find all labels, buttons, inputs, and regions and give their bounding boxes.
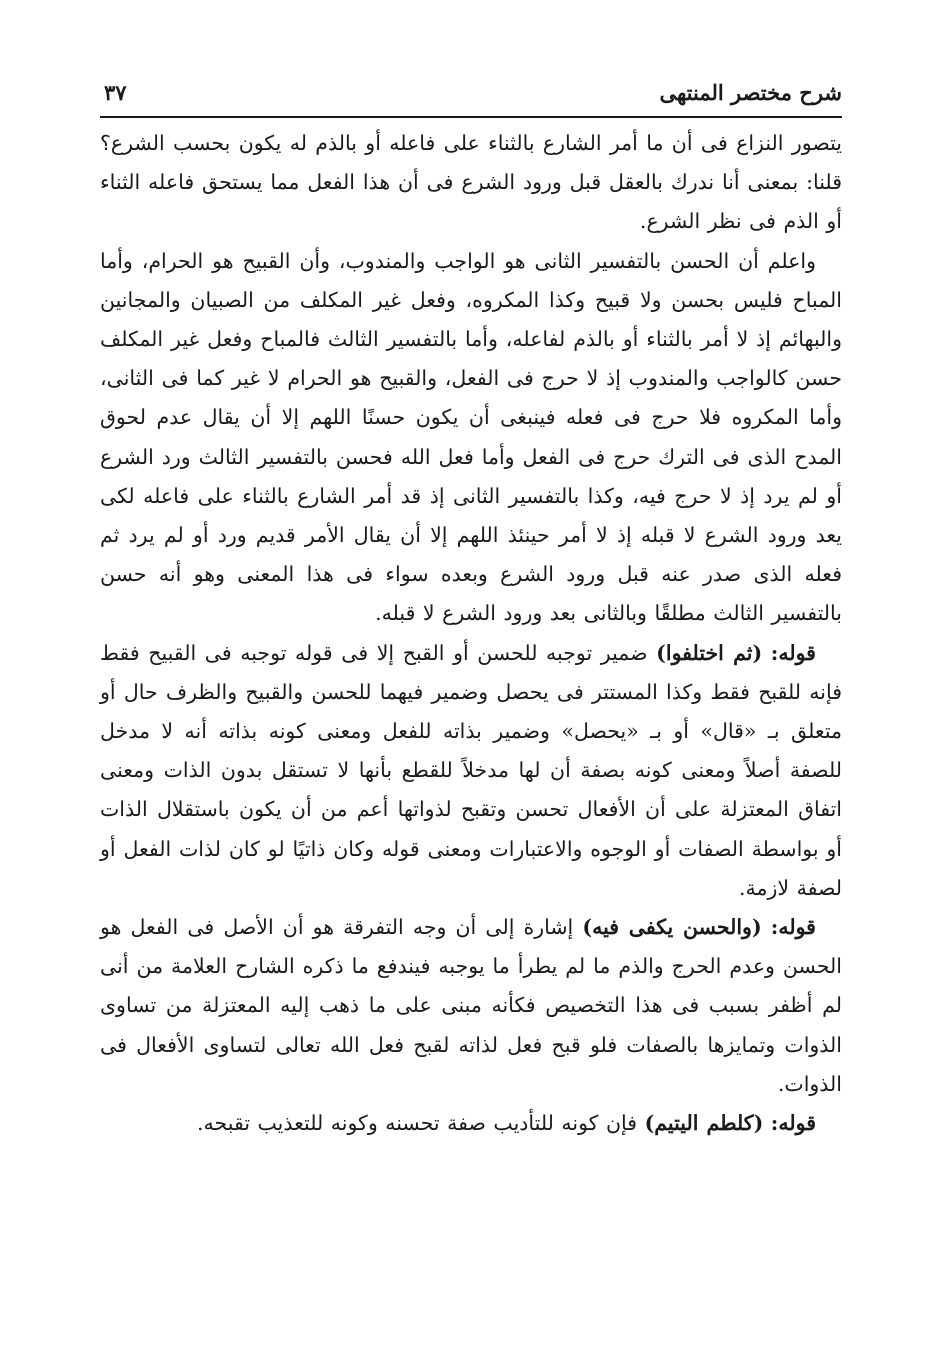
paragraph-3: [100, 634, 842, 908]
paragraph-text: ضمير توجبه للحسن أو القبح إلا فى قوله توجبه فى القبيح فقط فإنه للقبح فقط وكذا المستتر فى يحصل وضمير فيهما للحسن والقبيح والظرف حال أو متعلق بـ «قال» أو بـ «يحصل» وضمير بذاته للفعل ومعنى كونه بذاته أنه لا مدخل للصفة أصلاً ومعنى كونه بصفة أن لها مدخلاً للقطع بأنها لا تستقل بدون الذات ومعنى اتفاق المعتزلة على أن الأفعال تحسن وتقبح لذواتها أعم من أن يكون باستقلال الذات أو بواسطة الصفات أو الوجوه والاعتبارات ومعنى قوله وكان ذاتيًا لو كان لذات الفعل أو لصفة لازمة.: [100, 640, 842, 900]
quoted-phrase: (كلطم اليتيم): [644, 1111, 764, 1136]
document-page: [100, 72, 842, 1143]
page-body: [100, 124, 842, 1143]
page-header: [100, 72, 842, 116]
header-rule: [100, 116, 842, 118]
running-title: شرح مختصر المنتهى: [659, 80, 842, 105]
paragraph-lead: قوله:: [770, 915, 816, 940]
paragraph-text: يتصور النزاع فى أن ما أمر الشارع بالثناء على فاعله أو بالذم له يكون بحسب الشرع؟ قلنا: بمعنى أنا ندرك بالعقل قبل ورود الشرع فى أن هذا الفعل مما يستحق فاعله الثناء أو الذم فى نظر الشرع.: [100, 131, 842, 234]
paragraph-2: [100, 242, 842, 634]
paragraph-5: [100, 1104, 842, 1143]
paragraph-text: فإن كونه للتأديب صفة تحسنه وكونه للتعذيب تقبحه.: [197, 1111, 638, 1136]
quoted-phrase: (ثم اختلفوا): [656, 640, 763, 665]
paragraph-text: إشارة إلى أن وجه التفرقة هو أن الأصل فى الفعل هو الحسن وعدم الحرج والذم ما لم يطرأ ما يوجبه فيندفع ما ذكره الشارح العلامة من أنى لم أظفر بسبب فى هذا التخصيص فكأنه مبنى على ما ذهب إليه المعتزلة من تساوى الذوات وتمايزها بالصفات فلو قبح فعل لذاته لقبح فعل الله تعالى لتساوى الأفعال فى الذوات.: [100, 915, 842, 1096]
paragraph-lead: قوله:: [770, 640, 816, 665]
paragraph-4: [100, 908, 842, 1104]
quoted-phrase: (والحسن يكفى فيه): [582, 915, 762, 940]
paragraph-text: واعلم أن الحسن بالتفسير الثانى هو الواجب والمندوب، وأن القبيح هو الحرام، وأما المباح فليس بحسن ولا قبيح وكذا المكروه، وفعل غير المكلف من الصبيان والمجانين والبهائم إذ لا أمر بالثناء أو بالذم لفاعله، وأما بالتفسير الثالث فالمباح وفعل غير المكلف حسن كالواجب والمندوب إذ لا حرج فى الفعل، والقبيح هو الحرام لا غير كما فى الثانى، وأما المكروه فلا حرج فى فعله فينبغى أن يكون حسنًا اللهم إلا أن يقال عدم لحوق المدح الذى فى الترك حرج فى الفعل وأما فعل الله فحسن بالتفسير الثالث ورد الشرع أو لم يرد إذ لا حرج فيه، وكذا بالتفسير الثانى إذ قد أمر الشارع بالثناء على فاعله لكى يعد ورود الشرع لا قبله إذ لا أمر حينئذ اللهم إلا أن يقال الأمر قديم ورد أو لم يرد ثم فعله الذى صدر عنه قبل ورود الشرع وبعده سواء فى هذا المعنى وهو أنه حسن بالتفسير الثالث مطلقًا وبالثانى بعد ورود الشرع لا قبله.: [100, 248, 842, 626]
paragraph-1: [100, 124, 842, 242]
page-number: ٣٧: [104, 80, 127, 105]
paragraph-lead: قوله:: [770, 1111, 816, 1136]
